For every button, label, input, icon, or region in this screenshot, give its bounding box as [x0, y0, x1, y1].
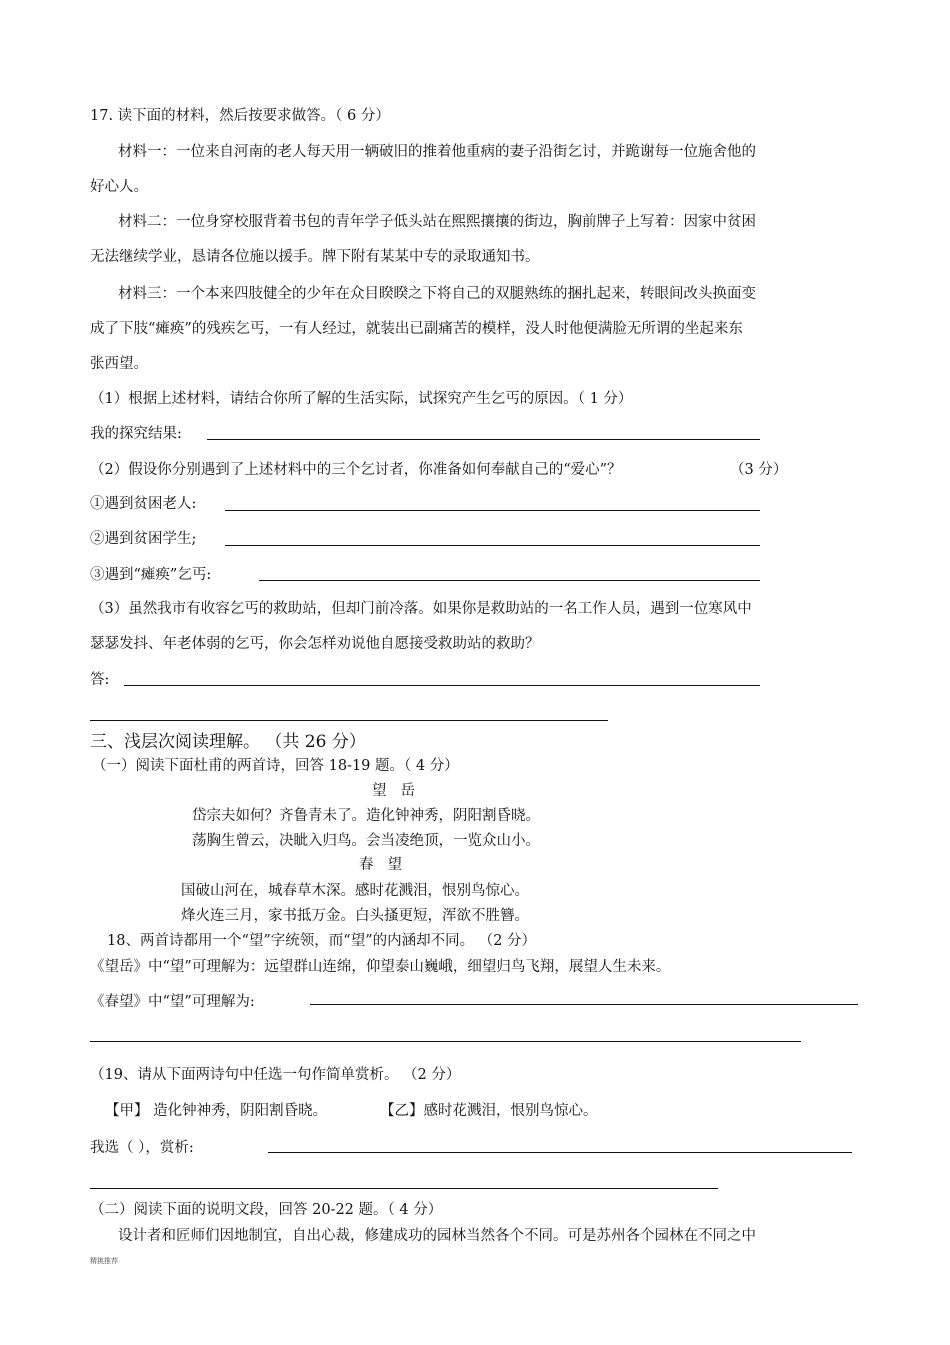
q19-answer-label: 我选（ ），赏析: [90, 1140, 194, 1156]
q17-part-2-b-answer-line[interactable] [225, 545, 760, 546]
material-two-line-2: 无法继续学业，恳请各位施以援手。牌下附有某某中专的录取通知书。 [90, 249, 540, 265]
q17-part-3-answer-line[interactable] [124, 685, 760, 686]
passage-line-1: 设计者和匠师们因地制宜，自出心裁，修建成功的园林当然各个不同。可是苏州各个园林在不同之中 [118, 1228, 756, 1244]
q17-part-1: （1）根据上述材料，请结合你所了解的生活实际，试探究产生乞丐的原因。（ 1 分） [90, 391, 633, 407]
material-one-line-2: 好心人。 [90, 179, 148, 195]
q17-part-2: （2）假设你分别遇到了上述材料中的三个乞讨者，你准备如何奉献自己的“爱心”？ [90, 462, 622, 478]
q18-answer-line-2[interactable] [90, 1041, 801, 1042]
section-3-heading: 三、浅层次阅读理解。 （共 26 分） [90, 732, 366, 752]
q17-title: 17. 读下面的材料，然后按要求做答。（ 6 分） [90, 108, 390, 124]
q17-part-2-b-label: ②遇到贫困学生; [90, 531, 197, 547]
material-three-line-2: 成了下肢“瘫痪”的残疾乞丐，一有人经过，就装出已副痛苦的模样，没人时他便满脸无所谓的坐起来东 [90, 321, 743, 337]
section-divider [90, 720, 608, 721]
q19-answer-line-2[interactable] [90, 1188, 718, 1189]
q18-answer-line-1[interactable] [310, 1004, 858, 1005]
poem-2-line-2: 烽火连三月，家书抵万金。白头搔更短，浑欲不胜簪。 [181, 908, 529, 924]
material-two-line-1: 材料二：一位身穿校服背着书包的青年学子低头站在熙熙攘攘的街边，胸前牌子上写着：因家中贫困 [118, 214, 756, 230]
q17-part-2-c-label: ③遇到“瘫痪”乞丐: [90, 567, 212, 583]
q17-part-2-c-answer-line[interactable] [259, 580, 760, 581]
section-3-part-1: （一）阅读下面杜甫的两首诗，回答 18-19 题。（ 4 分） [92, 758, 459, 774]
q17-part-2-a-label: ①遇到贫困老人: [90, 496, 197, 512]
poem-1-line-2: 荡胸生曾云，决眦入归鸟。会当凌绝顶，一览众山小。 [192, 833, 540, 849]
q17-part-3-line-2: 瑟瑟发抖、年老体弱的乞丐，你会怎样劝说他自愿接受救助站的救助？ [90, 636, 540, 652]
q17-part-2-a-answer-line[interactable] [225, 510, 760, 511]
page-footer: 精挑推荐 [90, 1257, 118, 1265]
poem-2-title: 春望 [359, 857, 416, 873]
poem-1-title: 望岳 [372, 783, 429, 799]
q19-answer-line-1[interactable] [268, 1152, 852, 1153]
q19-option-b: 【乙】感时花溅泪，恨别鸟惊心。 [380, 1103, 598, 1119]
q18-example: 《望岳》中“望”可理解为：远望群山连绵，仰望泰山巍峨，细望归鸟飞翔，展望人生未来。 [90, 959, 671, 975]
section-3-part-2: （二）阅读下面的说明文段，回答 20-22 题。（ 4 分） [90, 1202, 443, 1218]
q18-answer-label: 《春望》中“望”可理解为: [90, 994, 255, 1010]
q17-part-2-score: （3 分） [730, 462, 788, 478]
q17-part-1-answer-label: 我的探究结果: [90, 426, 182, 442]
q17-part-3-line-1: （3）虽然我市有收容乞丐的救助站，但却门前冷落。如果你是救助站的一名工作人员，遇到一位寒风中 [90, 601, 752, 617]
q17-part-3-answer-label: 答: [90, 672, 110, 688]
poem-1-line-1: 岱宗夫如何？齐鲁青未了。造化钟神秀，阴阳割昏晓。 [192, 808, 540, 824]
material-three-line-1: 材料三：一个本来四肢健全的少年在众目睽睽之下将自己的双腿熟练的捆扎起来，转眼间改头换面变 [118, 286, 756, 302]
material-one-line-1: 材料一：一位来自河南的老人每天用一辆破旧的推着他重病的妻子沿街乞讨，并跪谢每一位施舍他的 [118, 144, 756, 160]
material-three-line-3: 张西望。 [90, 356, 148, 372]
q18-prompt: 18、两首诗都用一个“望”字统领，而“望”的内涵却不同。 （2 分） [107, 933, 537, 949]
q19-option-a: 【甲】 造化钟神秀，阴阳割昏晓。 [105, 1103, 328, 1119]
poem-2-line-1: 国破山河在，城春草木深。感时花溅泪，恨别鸟惊心。 [181, 883, 529, 899]
q17-part-1-answer-line[interactable] [207, 439, 760, 440]
q19-prompt: （19、请从下面两诗句中任选一句作简单赏析。 （2 分） [90, 1067, 461, 1083]
